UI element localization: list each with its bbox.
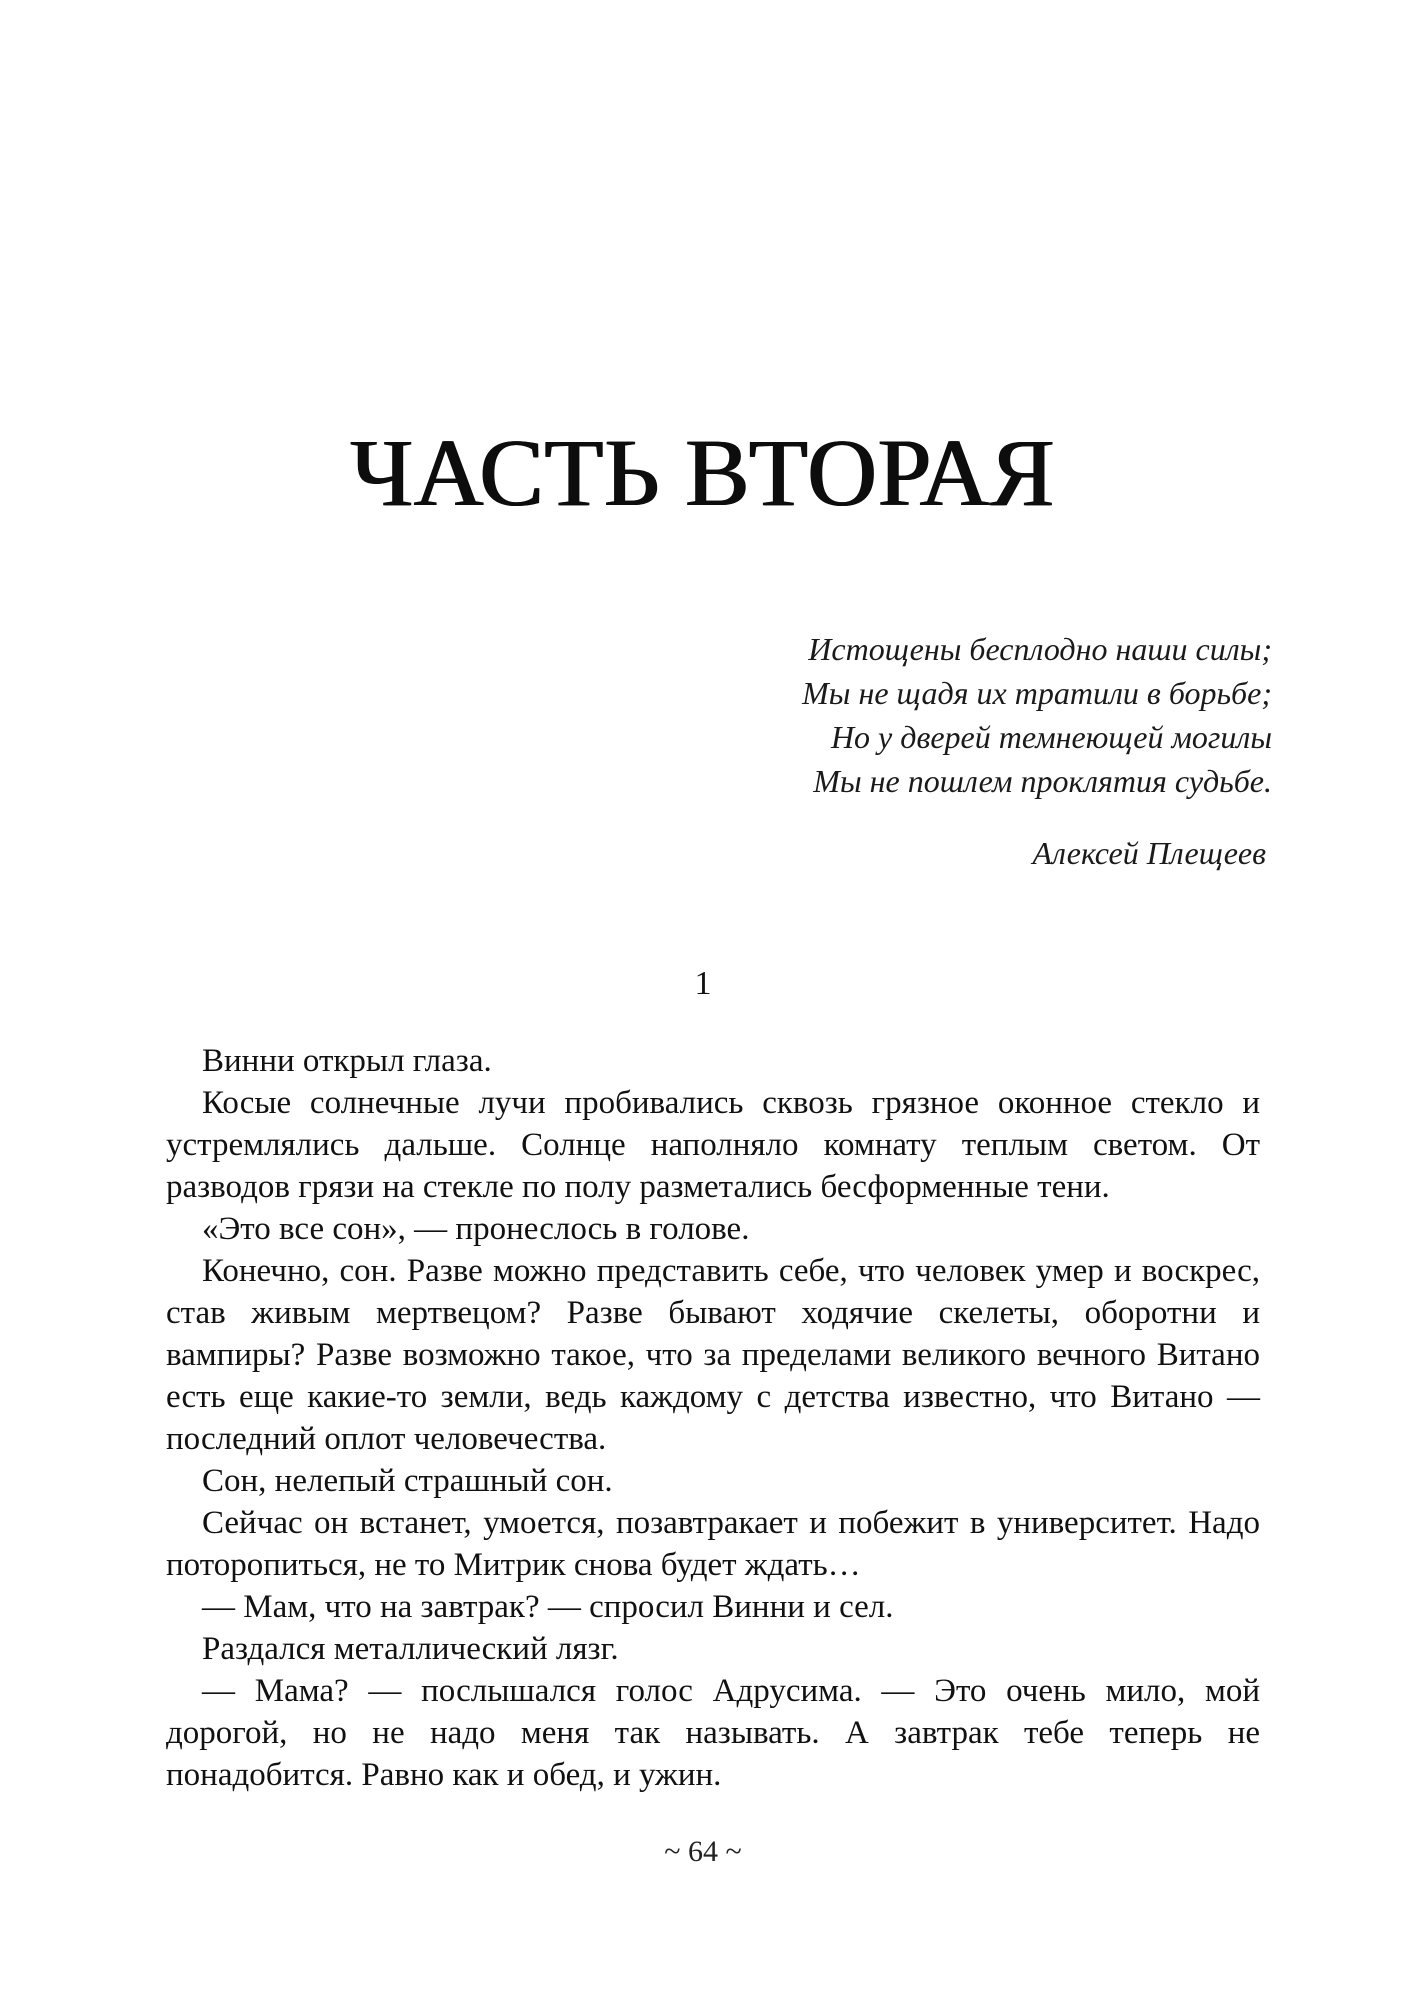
- epigraph-line: Но у дверей темнеющей могилы: [830, 719, 1272, 755]
- epigraph: [572, 627, 1272, 875]
- paragraph: — Мам, что на завтрак? — спросил Винни и сел.: [202, 1589, 894, 1625]
- paragraph: Раздался металлический лязг.: [202, 1631, 619, 1667]
- epigraph-author: Алексей Плещеев: [1032, 835, 1266, 871]
- epigraph-line: Истощены бесплодно наши силы;: [808, 631, 1272, 667]
- paragraph: Конечно, сон. Разве можно представить себе, что человек умер и воскрес, став живым мертвецом? Разве бывают ходячие скелеты, оборотни и вампиры? Разве возможно такое, что за пределами великого вечного Витано есть еще какие-то земли, ведь каждому с детства известно, что Витано — последний оплот человечества.: [166, 1253, 1260, 1457]
- part-title: ЧАСТЬ ВТОРАЯ: [350, 419, 1056, 526]
- paragraph: «Это все сон», — пронеслось в голове.: [202, 1211, 750, 1247]
- page-number: ~ 64 ~: [664, 1835, 742, 1868]
- paragraph: — Мама? — послышался голос Адрусима. — Это очень мило, мой дорогой, но не надо меня так называть. А завтрак тебе теперь не понадобится. Равно как и обед, и ужин.: [166, 1673, 1260, 1793]
- chapter-body: [166, 1040, 1260, 1796]
- paragraph: Сейчас он встанет, умоется, позавтракает и побежит в университет. Надо поторопиться, не то Митрик снова будет ждать…: [166, 1505, 1260, 1583]
- paragraph: Косые солнечные лучи пробивались сквозь грязное оконное стекло и устремлялись дальше. Солнце наполняло комнату теплым светом. От разводов грязи на стекле по полу разметались бесформенные тени.: [166, 1085, 1260, 1205]
- chapter-number: 1: [694, 965, 712, 1002]
- paragraph: Сон, нелепый страшный сон.: [202, 1463, 613, 1499]
- epigraph-line: Мы не щадя их тратили в борьбе;: [802, 675, 1272, 711]
- paragraph: Винни открыл глаза.: [202, 1043, 492, 1079]
- epigraph-line: Мы не пошлем проклятия судьбе.: [813, 763, 1272, 799]
